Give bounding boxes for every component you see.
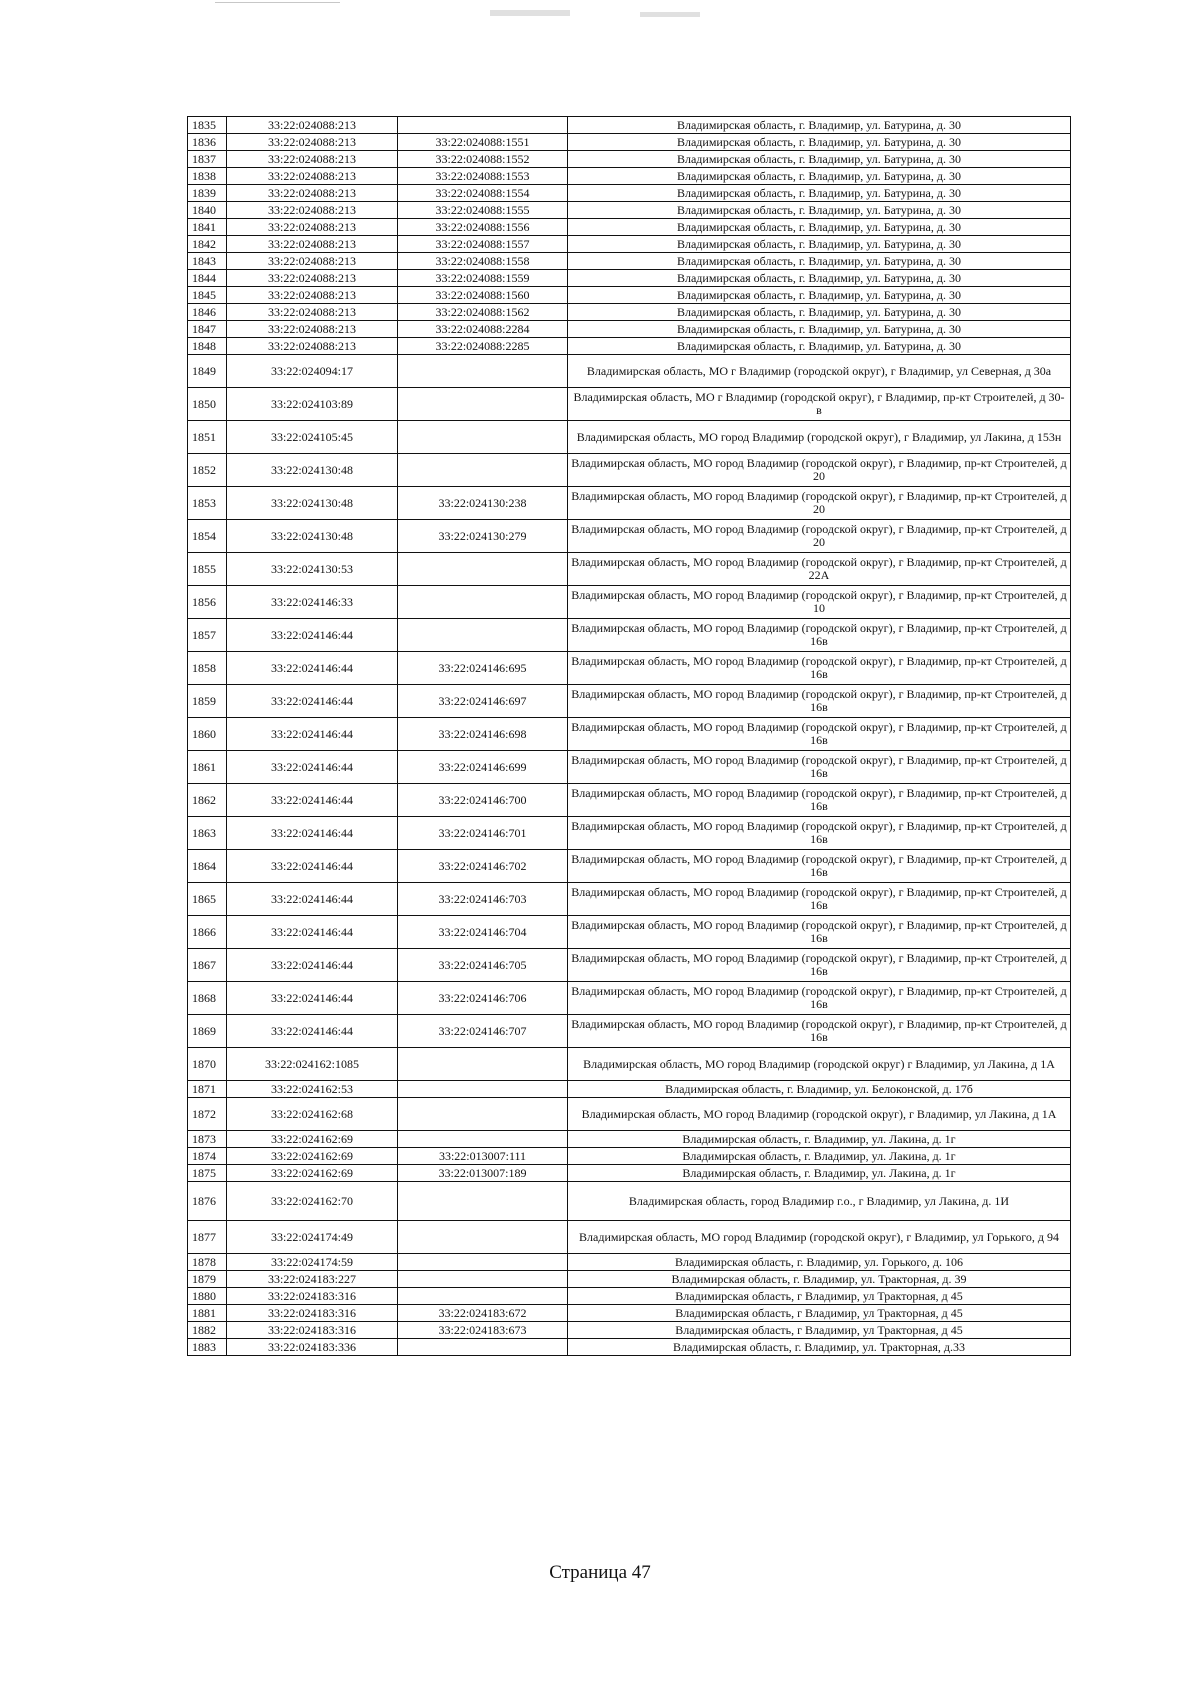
sub-cadastral-number: 33:22:024146:704 [398,916,568,949]
sub-cadastral-number [398,1098,568,1131]
table-row [188,1339,1071,1356]
row-number: 1835 [188,117,227,134]
table-row [188,1048,1071,1081]
address: Владимирская область, МО город Владимир (городской округ), г Владимир, пр-кт Строителей, д 16в [568,685,1071,718]
table-row [188,487,1071,520]
sub-cadastral-number: 33:22:013007:111 [398,1148,568,1165]
row-number: 1868 [188,982,227,1015]
table-row [188,1015,1071,1048]
row-number: 1844 [188,270,227,287]
row-number: 1867 [188,949,227,982]
cadastral-number: 33:22:024146:44 [227,619,398,652]
cadastral-number: 33:22:024146:44 [227,949,398,982]
cadastral-number: 33:22:024162:69 [227,1148,398,1165]
cadastral-number: 33:22:024146:44 [227,685,398,718]
row-number: 1876 [188,1182,227,1221]
table-row [188,270,1071,287]
sub-cadastral-number [398,117,568,134]
address: Владимирская область, МО город Владимир (городской округ), г Владимир, пр-кт Строителей, д 16в [568,850,1071,883]
table-row [188,817,1071,850]
address: Владимирская область, МО город Владимир (городской округ), г Владимир, пр-кт Строителей, д 16в [568,883,1071,916]
cadastral-number: 33:22:024162:68 [227,1098,398,1131]
sub-cadastral-number: 33:22:024130:238 [398,487,568,520]
cadastral-number: 33:22:024146:44 [227,784,398,817]
table-row [188,388,1071,421]
sub-cadastral-number [398,1131,568,1148]
table-row [188,619,1071,652]
address: Владимирская область, МО г Владимир (городской округ), г Владимир, ул Северная, д 30а [568,355,1071,388]
address: Владимирская область, МО город Владимир (городской округ), г Владимир, пр-кт Строителей, д 20 [568,520,1071,553]
table-row [188,421,1071,454]
sub-cadastral-number: 33:22:024088:1553 [398,168,568,185]
sub-cadastral-number: 33:22:024088:1562 [398,304,568,321]
sub-cadastral-number: 33:22:024146:701 [398,817,568,850]
address: Владимирская область, г. Владимир, ул. Лакина, д. 1г [568,1131,1071,1148]
sub-cadastral-number [398,454,568,487]
cadastral-number: 33:22:024088:213 [227,117,398,134]
row-number: 1870 [188,1048,227,1081]
cadastral-number: 33:22:024103:89 [227,388,398,421]
sub-cadastral-number: 33:22:024183:673 [398,1322,568,1339]
table-row [188,287,1071,304]
table-row [188,338,1071,355]
address: Владимирская область, МО город Владимир (городской округ), г Владимир, пр-кт Строителей, д 20 [568,487,1071,520]
sub-cadastral-number [398,586,568,619]
sub-cadastral-number: 33:22:024088:1555 [398,202,568,219]
table-row [188,784,1071,817]
cadastral-number: 33:22:024174:49 [227,1221,398,1254]
row-number: 1878 [188,1254,227,1271]
table-row [188,1288,1071,1305]
row-number: 1879 [188,1271,227,1288]
scan-artifact [640,12,700,17]
address: Владимирская область, г. Владимир, ул. Батурина, д. 30 [568,236,1071,253]
cadastral-number: 33:22:024174:59 [227,1254,398,1271]
row-number: 1849 [188,355,227,388]
table-row [188,1098,1071,1131]
row-number: 1854 [188,520,227,553]
address: Владимирская область, г. Владимир, ул. Батурина, д. 30 [568,287,1071,304]
table-row [188,253,1071,270]
address: Владимирская область, МО город Владимир (городской округ), г Владимир, пр-кт Строителей, д 22А [568,553,1071,586]
cadastral-number: 33:22:024146:33 [227,586,398,619]
address: Владимирская область, г. Владимир, ул. Батурина, д. 30 [568,270,1071,287]
cadastral-number: 33:22:024146:44 [227,751,398,784]
scan-artifact [215,2,340,3]
table-row [188,1221,1071,1254]
address: Владимирская область, город Владимир г.о., г Владимир, ул Лакина, д. 1И [568,1182,1071,1221]
table-row [188,520,1071,553]
table-row [188,1322,1071,1339]
address: Владимирская область, г. Владимир, ул. Батурина, д. 30 [568,321,1071,338]
cadastral-number: 33:22:024162:70 [227,1182,398,1221]
sub-cadastral-number: 33:22:024088:1554 [398,185,568,202]
page-number: Страница 47 [549,1562,651,1583]
address: Владимирская область, МО город Владимир (городской округ), г Владимир, ул Лакина, д 1А [568,1098,1071,1131]
row-number: 1843 [188,253,227,270]
row-number: 1837 [188,151,227,168]
address: Владимирская область, МО город Владимир (городской округ), г Владимир, пр-кт Строителей, д 20 [568,454,1071,487]
row-number: 1855 [188,553,227,586]
sub-cadastral-number [398,553,568,586]
sub-cadastral-number [398,388,568,421]
cadastral-number: 33:22:024146:44 [227,883,398,916]
cadastral-number: 33:22:024088:213 [227,338,398,355]
cadastral-number: 33:22:024162:69 [227,1165,398,1182]
address: Владимирская область, г. Владимир, ул. Батурина, д. 30 [568,117,1071,134]
cadastral-number: 33:22:024088:213 [227,287,398,304]
cadastral-number: 33:22:024088:213 [227,185,398,202]
row-number: 1881 [188,1305,227,1322]
address: Владимирская область, г. Владимир, ул. Батурина, д. 30 [568,168,1071,185]
cadastral-number: 33:22:024088:213 [227,168,398,185]
sub-cadastral-number [398,619,568,652]
cadastral-number: 33:22:024146:44 [227,718,398,751]
row-number: 1860 [188,718,227,751]
cadastral-number: 33:22:024088:213 [227,134,398,151]
address: Владимирская область, г. Владимир, ул. Лакина, д. 1г [568,1165,1071,1182]
address: Владимирская область, г. Владимир, ул. Тракторная, д. 39 [568,1271,1071,1288]
cadastral-number: 33:22:024183:336 [227,1339,398,1356]
sub-cadastral-number: 33:22:024146:698 [398,718,568,751]
row-number: 1846 [188,304,227,321]
table-row [188,219,1071,236]
sub-cadastral-number: 33:22:024088:2284 [398,321,568,338]
sub-cadastral-number [398,1221,568,1254]
table-row [188,185,1071,202]
cadastral-number: 33:22:024146:44 [227,982,398,1015]
row-number: 1848 [188,338,227,355]
sub-cadastral-number: 33:22:024183:672 [398,1305,568,1322]
sub-cadastral-number: 33:22:013007:189 [398,1165,568,1182]
sub-cadastral-number: 33:22:024146:703 [398,883,568,916]
address: Владимирская область, г. Владимир, ул. Батурина, д. 30 [568,338,1071,355]
sub-cadastral-number: 33:22:024088:1552 [398,151,568,168]
sub-cadastral-number [398,1048,568,1081]
address: Владимирская область, г. Владимир, ул. Батурина, д. 30 [568,219,1071,236]
address: Владимирская область, г. Владимир, ул. Батурина, д. 30 [568,151,1071,168]
cadastral-number: 33:22:024183:316 [227,1288,398,1305]
table-row [188,1148,1071,1165]
address: Владимирская область, г Владимир, ул Тракторная, д 45 [568,1305,1071,1322]
address: Владимирская область, г. Владимир, ул. Горького, д. 106 [568,1254,1071,1271]
table-row [188,236,1071,253]
cadastral-number: 33:22:024094:17 [227,355,398,388]
cadastral-number: 33:22:024183:316 [227,1305,398,1322]
row-number: 1869 [188,1015,227,1048]
row-number: 1875 [188,1165,227,1182]
table-row [188,652,1071,685]
cadastral-number: 33:22:024105:45 [227,421,398,454]
cadastral-number: 33:22:024088:213 [227,304,398,321]
cadastral-number: 33:22:024088:213 [227,202,398,219]
cadastral-number: 33:22:024146:44 [227,652,398,685]
table-row [188,982,1071,1015]
cadastral-number: 33:22:024130:48 [227,487,398,520]
table-row [188,1305,1071,1322]
table-row [188,1131,1071,1148]
table-row [188,949,1071,982]
address: Владимирская область, г. Владимир, ул. Батурина, д. 30 [568,253,1071,270]
table-row [188,1081,1071,1098]
sub-cadastral-number [398,421,568,454]
row-number: 1840 [188,202,227,219]
row-number: 1847 [188,321,227,338]
table-row [188,454,1071,487]
sub-cadastral-number: 33:22:024088:1551 [398,134,568,151]
table-row [188,718,1071,751]
row-number: 1865 [188,883,227,916]
sub-cadastral-number: 33:22:024146:707 [398,1015,568,1048]
sub-cadastral-number: 33:22:024146:697 [398,685,568,718]
row-number: 1880 [188,1288,227,1305]
row-number: 1872 [188,1098,227,1131]
sub-cadastral-number: 33:22:024088:1557 [398,236,568,253]
address: Владимирская область, МО город Владимир (городской округ), г Владимир, пр-кт Строителей, д 16в [568,784,1071,817]
table-row [188,1254,1071,1271]
sub-cadastral-number [398,355,568,388]
row-number: 1877 [188,1221,227,1254]
address: Владимирская область, МО город Владимир (городской округ), г Владимир, пр-кт Строителей, д 16в [568,817,1071,850]
cadastral-number: 33:22:024146:44 [227,850,398,883]
address: Владимирская область, МО город Владимир (городской округ), г Владимир, пр-кт Строителей, д 16в [568,949,1071,982]
cadastral-number: 33:22:024146:44 [227,916,398,949]
table-row [188,586,1071,619]
table-row [188,553,1071,586]
table-body [188,117,1071,1356]
address: Владимирская область, МО г Владимир (городской округ), г Владимир, пр-кт Строителей, д 30-в [568,388,1071,421]
address: Владимирская область, МО город Владимир (городской округ) г Владимир, ул Лакина, д 1А [568,1048,1071,1081]
sub-cadastral-number [398,1182,568,1221]
row-number: 1874 [188,1148,227,1165]
row-number: 1862 [188,784,227,817]
row-number: 1873 [188,1131,227,1148]
row-number: 1863 [188,817,227,850]
cadastral-number: 33:22:024130:48 [227,520,398,553]
row-number: 1871 [188,1081,227,1098]
cadastral-number: 33:22:024088:213 [227,321,398,338]
row-number: 1866 [188,916,227,949]
sub-cadastral-number: 33:22:024088:2285 [398,338,568,355]
table-row [188,117,1071,134]
sub-cadastral-number: 33:22:024146:695 [398,652,568,685]
address: Владимирская область, МО город Владимир (городской округ), г Владимир, пр-кт Строителей, д 16в [568,982,1071,1015]
table-row [188,1271,1071,1288]
address: Владимирская область, МО город Владимир (городской округ), г Владимир, пр-кт Строителей, д 16в [568,1015,1071,1048]
table-row [188,355,1071,388]
sub-cadastral-number [398,1339,568,1356]
cadastral-number: 33:22:024146:44 [227,817,398,850]
address: Владимирская область, МО город Владимир (городской округ), г Владимир, пр-кт Строителей, д 16в [568,751,1071,784]
cadastral-number: 33:22:024088:213 [227,151,398,168]
table-row [188,685,1071,718]
address: Владимирская область, г. Владимир, ул. Лакина, д. 1г [568,1148,1071,1165]
address: Владимирская область, г Владимир, ул Тракторная, д 45 [568,1288,1071,1305]
address: Владимирская область, г. Владимир, ул. Батурина, д. 30 [568,304,1071,321]
address: Владимирская область, г. Владимир, ул. Белоконской, д. 17б [568,1081,1071,1098]
sub-cadastral-number: 33:22:024088:1558 [398,253,568,270]
address: Владимирская область, МО город Владимир (городской округ), г Владимир, пр-кт Строителей, д 16в [568,652,1071,685]
table-row [188,916,1071,949]
sub-cadastral-number: 33:22:024146:706 [398,982,568,1015]
table-row [188,321,1071,338]
address: Владимирская область, г. Владимир, ул. Тракторная, д.33 [568,1339,1071,1356]
table-row [188,1182,1071,1221]
address: Владимирская область, МО город Владимир (городской округ), г Владимир, пр-кт Строителей, д 16в [568,718,1071,751]
row-number: 1850 [188,388,227,421]
cadastral-number: 33:22:024088:213 [227,236,398,253]
cadastral-number: 33:22:024088:213 [227,270,398,287]
row-number: 1839 [188,185,227,202]
table-row [188,168,1071,185]
sub-cadastral-number [398,1271,568,1288]
cadastral-number: 33:22:024162:53 [227,1081,398,1098]
sub-cadastral-number [398,1288,568,1305]
address: Владимирская область, г Владимир, ул Тракторная, д 45 [568,1322,1071,1339]
row-number: 1841 [188,219,227,236]
cadastral-number: 33:22:024146:44 [227,1015,398,1048]
cadastral-number: 33:22:024130:53 [227,553,398,586]
row-number: 1883 [188,1339,227,1356]
sub-cadastral-number: 33:22:024088:1556 [398,219,568,236]
row-number: 1864 [188,850,227,883]
address: Владимирская область, МО город Владимир (городской округ), г Владимир, ул Лакина, д 153н [568,421,1071,454]
table-row [188,751,1071,784]
address: Владимирская область, г. Владимир, ул. Батурина, д. 30 [568,202,1071,219]
cadastral-number: 33:22:024183:316 [227,1322,398,1339]
sub-cadastral-number [398,1254,568,1271]
table-row [188,883,1071,916]
row-number: 1842 [188,236,227,253]
address: Владимирская область, МО город Владимир (городской округ), г Владимир, пр-кт Строителей, д 16в [568,916,1071,949]
row-number: 1852 [188,454,227,487]
row-number: 1836 [188,134,227,151]
address: Владимирская область, г. Владимир, ул. Батурина, д. 30 [568,185,1071,202]
address: Владимирская область, МО город Владимир (городской округ), г Владимир, пр-кт Строителей, д 10 [568,586,1071,619]
table-row [188,202,1071,219]
sub-cadastral-number: 33:22:024146:702 [398,850,568,883]
cadastral-number: 33:22:024088:213 [227,253,398,270]
cadastral-number: 33:22:024183:227 [227,1271,398,1288]
cadastral-number: 33:22:024162:1085 [227,1048,398,1081]
sub-cadastral-number: 33:22:024146:700 [398,784,568,817]
row-number: 1851 [188,421,227,454]
table-row [188,151,1071,168]
sub-cadastral-number [398,1081,568,1098]
row-number: 1856 [188,586,227,619]
cadastral-number: 33:22:024088:213 [227,219,398,236]
row-number: 1882 [188,1322,227,1339]
sub-cadastral-number: 33:22:024130:279 [398,520,568,553]
address: Владимирская область, МО город Владимир (городской округ), г Владимир, ул Горького, д 94 [568,1221,1071,1254]
cadastral-table [187,116,1071,1356]
sub-cadastral-number: 33:22:024088:1560 [398,287,568,304]
table-row [188,1165,1071,1182]
row-number: 1857 [188,619,227,652]
address: Владимирская область, г. Владимир, ул. Батурина, д. 30 [568,134,1071,151]
sub-cadastral-number: 33:22:024146:699 [398,751,568,784]
scan-artifact [490,10,570,16]
row-number: 1861 [188,751,227,784]
row-number: 1859 [188,685,227,718]
address: Владимирская область, МО город Владимир (городской округ), г Владимир, пр-кт Строителей, д 16в [568,619,1071,652]
cadastral-number: 33:22:024162:69 [227,1131,398,1148]
table-row [188,850,1071,883]
row-number: 1853 [188,487,227,520]
row-number: 1838 [188,168,227,185]
sub-cadastral-number: 33:22:024146:705 [398,949,568,982]
table-row [188,304,1071,321]
row-number: 1845 [188,287,227,304]
table-row [188,134,1071,151]
row-number: 1858 [188,652,227,685]
cadastral-number: 33:22:024130:48 [227,454,398,487]
sub-cadastral-number: 33:22:024088:1559 [398,270,568,287]
